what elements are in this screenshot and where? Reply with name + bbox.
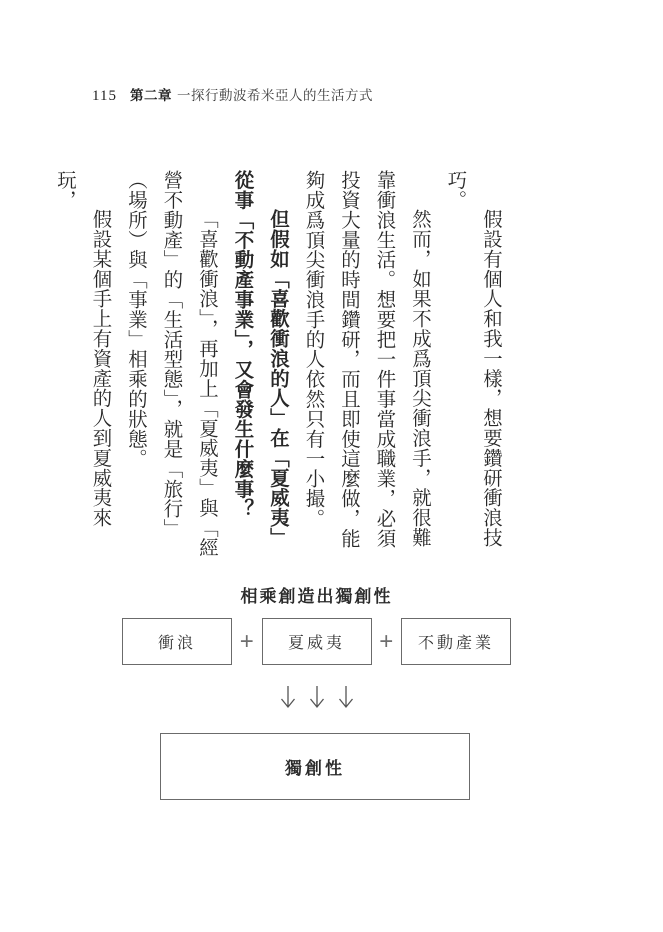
vertical-body-text xyxy=(47,170,509,562)
result-label: 獨創性 xyxy=(285,759,345,778)
chapter-title: 一探行動波希米亞人的生活方式 xyxy=(176,88,373,103)
factor-box: 衝浪 xyxy=(122,618,232,665)
plus-sign: + xyxy=(239,627,254,655)
paragraph: 假設某個手上有資產的人到夏威夷來玩， xyxy=(54,170,111,528)
factor-box: 不動產業 xyxy=(401,618,511,665)
down-arrow-icon xyxy=(278,684,298,715)
paragraph: 假設有個人和我一樣，想要鑽研衝浪技巧。 xyxy=(444,170,501,548)
diagram-title: 相乘創造出獨創性 xyxy=(240,587,393,606)
page-number: 115 xyxy=(92,88,117,104)
multiply-diagram xyxy=(122,582,511,802)
paragraph: 「喜歡衝浪」，再加上「夏威夷」與「經營不動產」的「生活型態」，就是「旅行」（場所）與「事業」相乘的狀態。 xyxy=(125,170,217,558)
result-box xyxy=(160,733,470,800)
paragraph: 但假如「喜歡衝浪的人」在「夏威夷」從事「不動產事業」，又會發生什麼事？ xyxy=(231,170,288,548)
down-arrow-icon xyxy=(307,684,327,715)
chapter-label: 第二章 xyxy=(129,88,172,103)
factor-row xyxy=(122,618,511,665)
page-header xyxy=(92,84,373,105)
factor-box: 夏威夷 xyxy=(262,618,372,665)
down-arrow-icon xyxy=(336,684,356,715)
arrow-row xyxy=(122,684,511,715)
plus-sign: + xyxy=(379,627,394,655)
paragraph: 然而，如果不成爲頂尖衝浪手，就很難靠衝浪生活。想要把一件事當成職業，必須投資大量的時間鑽研，而且即使這麼做，能夠成爲頂尖衝浪手的人依然只有一小撮。 xyxy=(302,170,430,549)
